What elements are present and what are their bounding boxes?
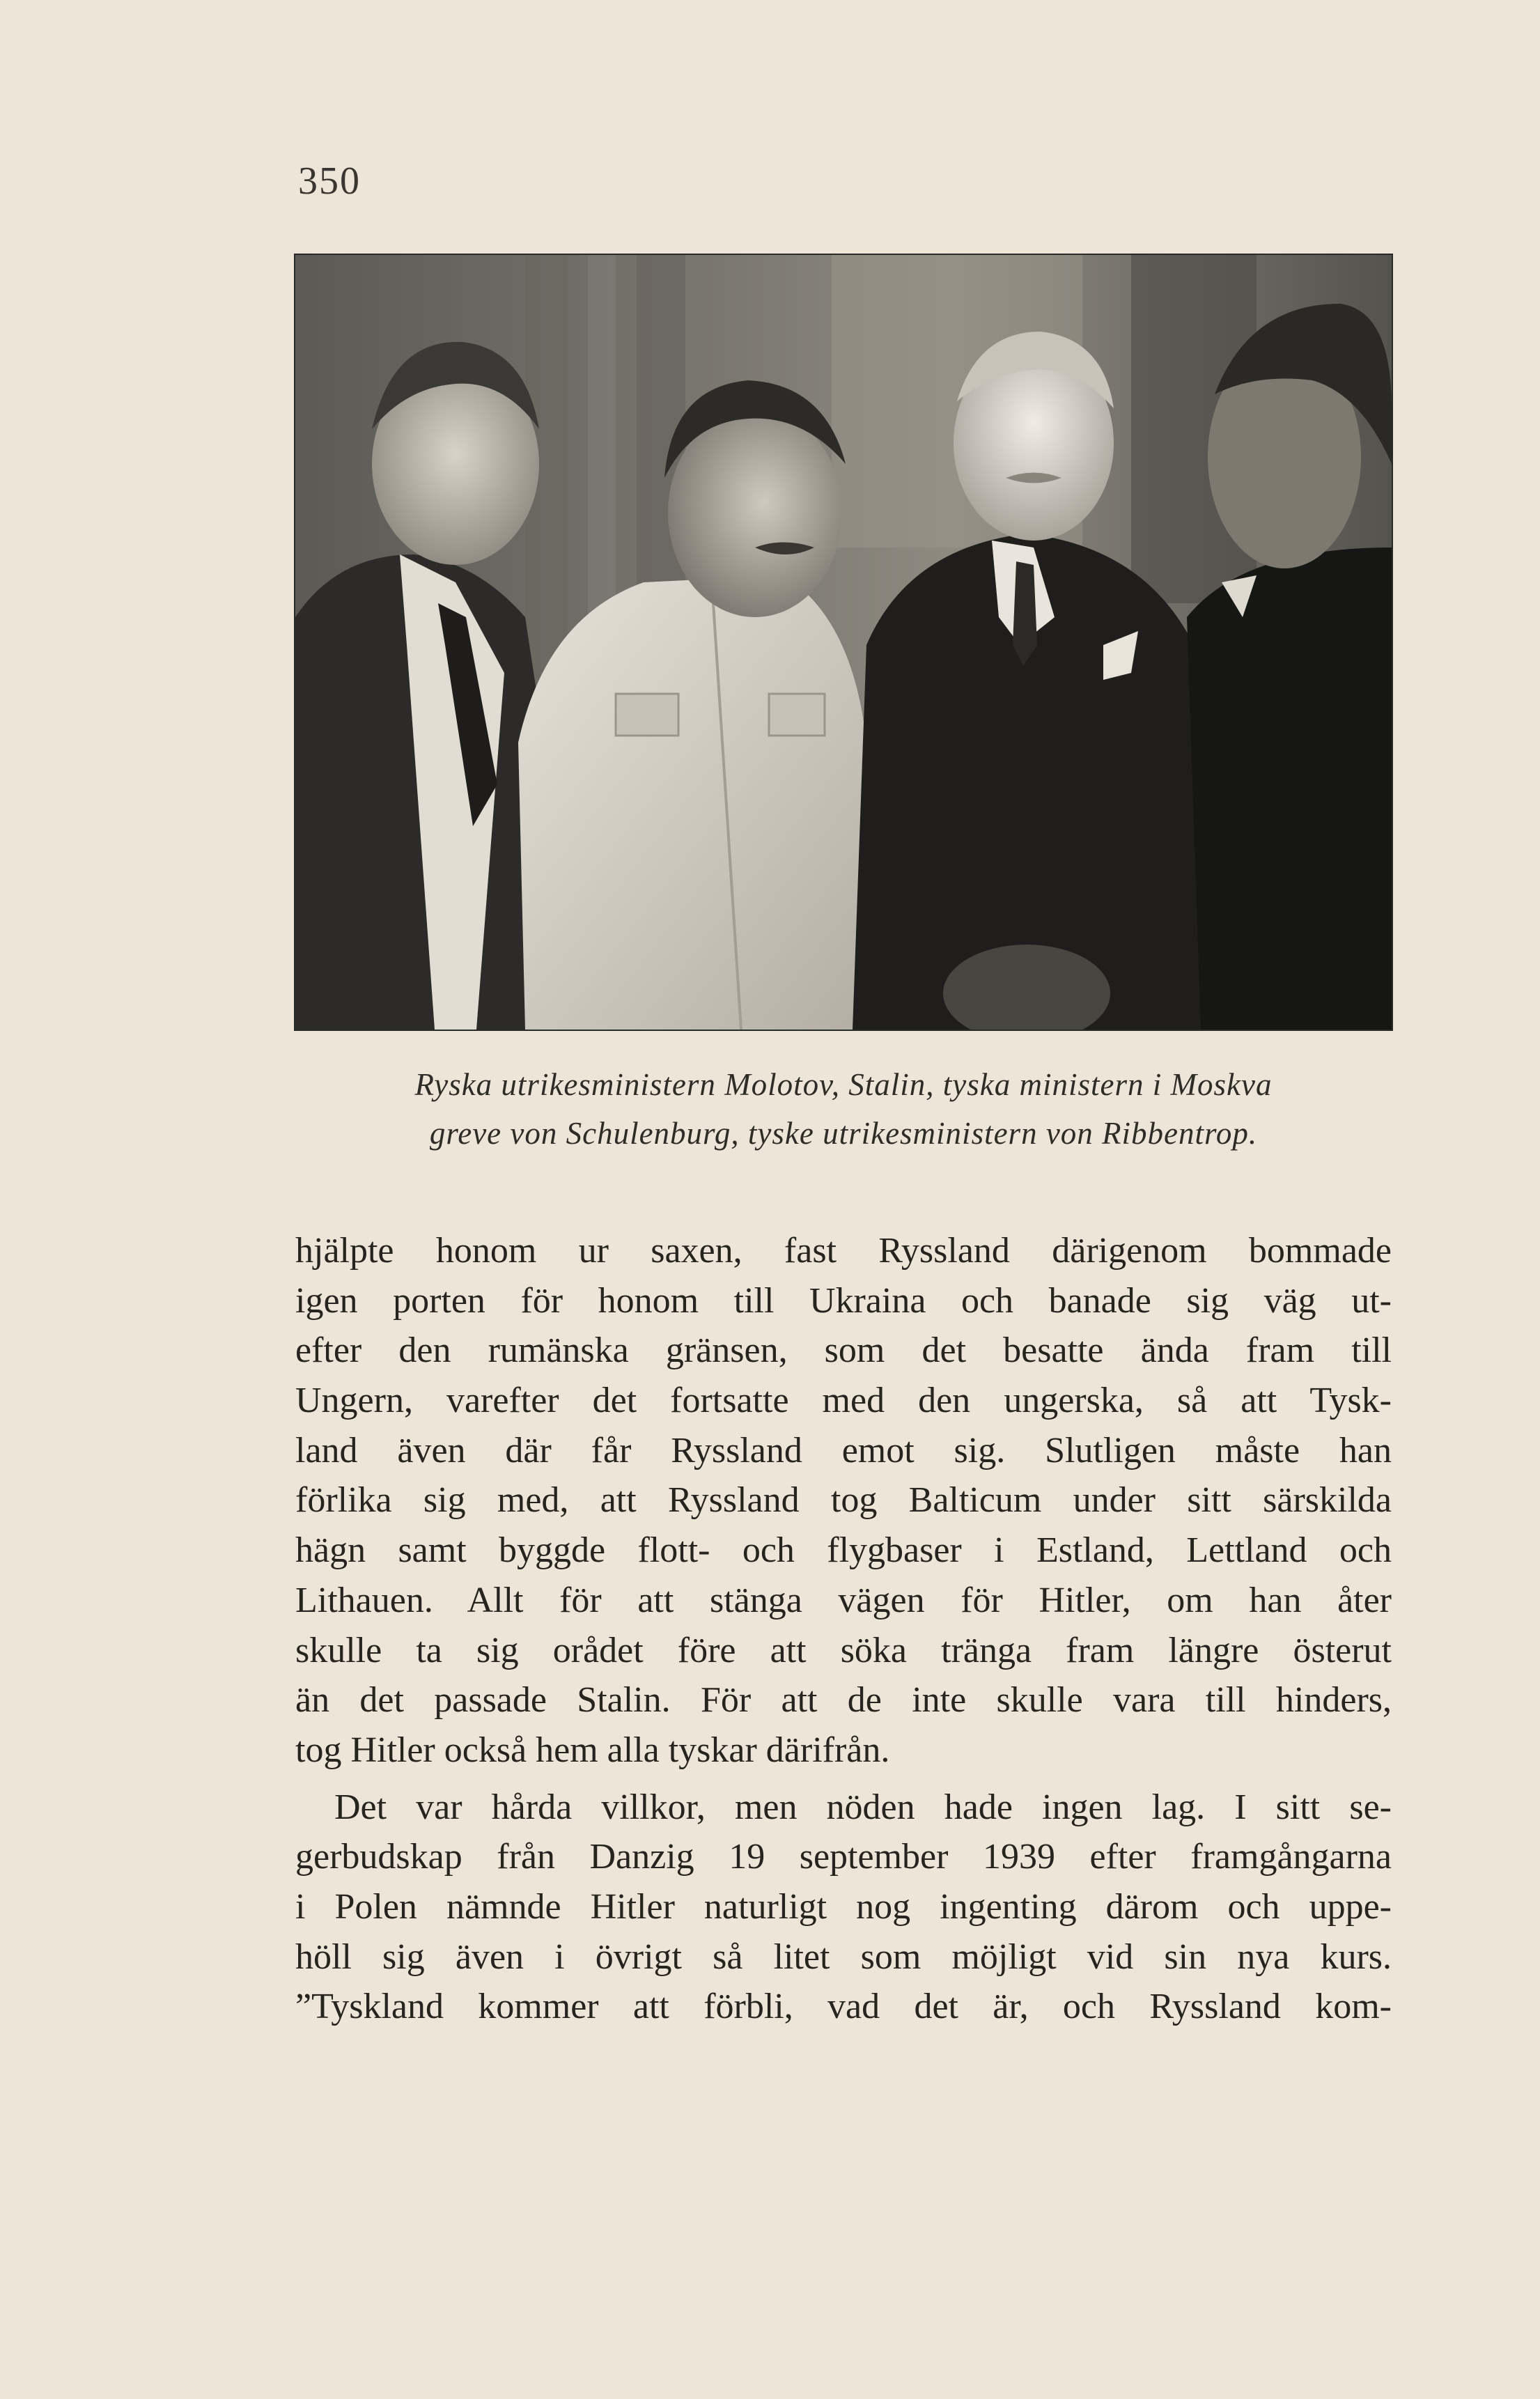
text-line: gerbudskap från Danzig 19 september 1939 efter framgångarna [295,1837,1392,1877]
text-line: förlika sig med, att Ryssland tog Balticum under sitt särskilda [295,1480,1392,1521]
caption-line: Ryska utrikesministern Molotov, Stalin, tyska ministern i Moskva [414,1067,1273,1102]
text-line: Ungern, varefter det fortsatte med den ungerska, så att Tysk- [295,1381,1392,1421]
text-line: hägn samt byggde flott- och flygbaser i Estland, Lettland och [295,1530,1392,1571]
text-line: höll sig även i övrigt så litet som möjligt vid sin nya kurs. [295,1936,1392,1977]
text-line: hjälpte honom ur saxen, fast Ryssland därigenom bommade [295,1231,1392,1271]
text-line: efter den rumänska gränsen, som det besatte ända fram till [295,1330,1392,1371]
text-line: än det passade Stalin. För att de inte skulle vara till hinders, [295,1680,1392,1721]
figure-caption [295,1060,1392,1158]
text-line: igen porten för honom till Ukraina och banade sig väg ut- [295,1280,1392,1321]
photograph-icon [295,255,1392,1030]
text-line: ”Tyskland kommer att förbli, vad det är, och Ryssland kom- [295,1987,1392,2027]
text-line: skulle ta sig orådet före att söka tränga fram längre österut [295,1630,1392,1670]
text-line: land även där får Ryssland emot sig. Slutligen måste han [295,1430,1392,1470]
photograph [295,255,1392,1030]
text-line: tog Hitler också hem alla tyskar därifrån. [295,1730,890,1770]
caption-line: greve von Schulenburg, tyske utrikesministern von Ribbentrop. [429,1116,1258,1151]
page-number: 350 [298,160,361,203]
text-line: Det var hårda villkor, men nöden hade ingen lag. I sitt se- [334,1787,1392,1827]
paragraph [295,1226,1392,1776]
body-text [295,1226,1392,2032]
text-line: i Polen nämnde Hitler naturligt nog ingenting därom och uppe- [295,1886,1392,1927]
paragraph [295,1783,1392,2032]
text-line: Lithauen. Allt för att stänga vägen för Hitler, om han åter [295,1580,1392,1620]
